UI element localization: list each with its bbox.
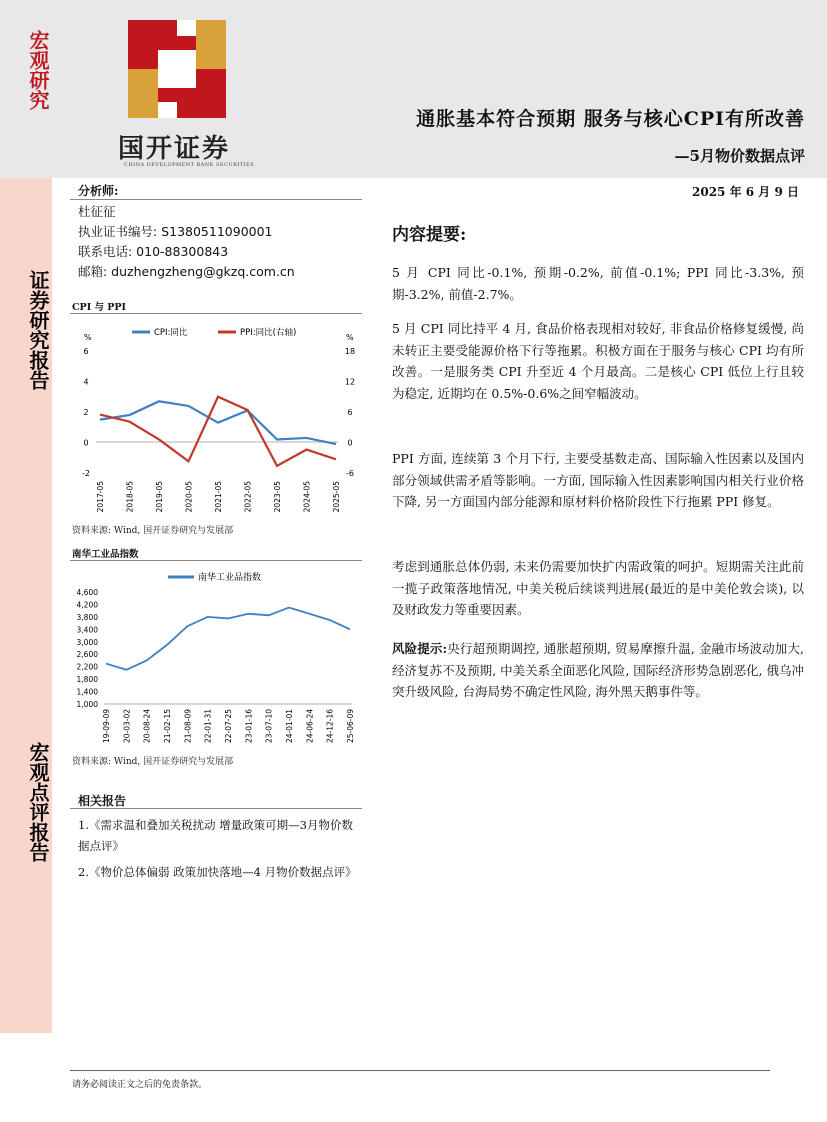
chart1-x-tick: 2025-05 [332, 481, 341, 513]
chart2-divider [70, 560, 362, 561]
analyst-email: 邮箱: duzhengzheng@gkzq.com.cn [78, 264, 295, 279]
chart2-x-tick: 24-12-16 [325, 709, 335, 744]
chart1-source: 资料来源: Wind, 国开证券研究与发展部 [72, 526, 234, 536]
left-band-middle [0, 178, 52, 723]
chart2-y-tick: 3,800 [76, 612, 98, 622]
chart1-x-tick: 2018-05 [125, 481, 135, 513]
chart2-y-tick: 3,000 [76, 637, 98, 647]
chart1-left-tick: 2 [83, 408, 89, 417]
chart2-x-tick: 23-01-16 [244, 709, 254, 744]
chart1-x-tick: 2022-05 [243, 481, 253, 513]
chart2-y-tick: 4,600 [76, 588, 98, 597]
chart1-right-tick: -6 [346, 469, 354, 478]
chart2-y-tick: 2,200 [76, 662, 98, 672]
chart2-y-tick: 4,200 [76, 600, 98, 610]
chart1-x-tick: 2019-05 [155, 481, 164, 513]
chart1-divider [70, 313, 362, 314]
chart2-y-tick: 1,800 [76, 675, 98, 685]
chart1-left-tick: 4 [83, 377, 89, 387]
chart2-source: 资料来源: Wind, 国开证券研究与发展部 [72, 757, 234, 767]
chart2-x-tick: 21-08-09 [183, 709, 193, 744]
chart2-x-tick: 24-06-24 [305, 709, 315, 744]
cpi-series-line [100, 401, 336, 444]
company-logo-name: 国开证券 [118, 134, 231, 164]
chart2-x-tick: 19-09-09 [102, 709, 111, 744]
report-title: 通胀基本符合预期 服务与核心CPI有所改善 [416, 108, 805, 130]
risk-warning-text: 央行超预期调控, 通胀超预期, 贸易摩擦升温, 金融市场波动加大, 经济复苏不及预期, 中美关系全面恶化风险, 国际经济形势急剧恶化, 俄乌冲突升级风险, 台海局势不确定性风险, 海外黑天鹅事件等。 [392, 641, 804, 699]
summary-title: 内容提要: [392, 225, 467, 245]
chart2-y-tick: 1,400 [76, 687, 98, 697]
chart2-x-tick: 22-01-31 [203, 709, 213, 744]
chart2-y-tick: 2,600 [76, 650, 98, 660]
chart1-right-tick: 18 [344, 347, 356, 356]
chart2-x-tick: 20-08-24 [142, 709, 152, 744]
related-report-1[interactable]: 1.《需求温和叠加关税扰动 增量政策可期—3月物价数据点评》 [78, 818, 353, 853]
chart1-right-tick: 12 [344, 377, 356, 387]
analyst-divider [70, 199, 362, 200]
company-logo-mark [128, 20, 226, 118]
chart1-x-tick: 2017-05 [96, 481, 105, 513]
chart1-left-unit: % [84, 333, 92, 342]
chart1-x-tick: 2023-05 [273, 481, 282, 513]
chart2-x-tick: 23-07-10 [264, 709, 274, 744]
chart1-x-tick: 2020-05 [184, 481, 194, 513]
nanhua-industrial-chart [70, 564, 362, 750]
summary-paragraph-3: PPI 方面, 连续第 3 个月下行, 主要受基数走高、国际输入性因素以及国内部分领域供需矛盾等影响。一方面, 国际输入性因素影响国内相关行业价格下降, 另一方面国内部分能源和原材料价格阶段性下行拖累 PPI 修复。 [392, 451, 804, 509]
chart2-x-tick: 20-03-02 [122, 709, 132, 744]
chart2-x-tick: 21-02-15 [163, 709, 172, 744]
related-report-2[interactable]: 2.《物价总体偏弱 政策加快落地—4 月物价数据点评》 [78, 865, 357, 879]
chart1-left-tick: -2 [82, 469, 90, 478]
band-label-macro-research: 宏观研究 [26, 30, 50, 110]
summary-paragraph-2: 5 月 CPI 同比持平 4 月, 食品价格表现相对较好, 非食品价格修复缓慢, 尚未转正主要受能源价格下行等拖累。积极方面在于服务与核心 CPI 均有所改善。一是服务类 CPI 升至近 4 个月最高。二是核心 CPI 低位上行且较为稳定, 近期均在 0.5%-0.6%之间窄幅波动。 [392, 321, 804, 401]
footer-divider [70, 1070, 770, 1071]
cpi-ppi-chart [70, 318, 362, 518]
analyst-cert: 执业证书编号: S1380511090001 [78, 224, 273, 239]
chart2-y-tick: 1,000 [76, 700, 98, 709]
analyst-phone: 联系电话: 010-88300843 [78, 244, 229, 259]
chart2-x-tick: 22-07-25 [224, 709, 233, 744]
footer-disclaimer: 请务必阅读正文之后的免责条款。 [72, 1080, 208, 1090]
related-reports-title: 相关报告 [78, 794, 127, 808]
analyst-label: 分析师: [78, 184, 119, 198]
chart1-left-tick: 0 [83, 438, 89, 448]
report-date: 2025 年 6 月 9 日 [692, 185, 799, 199]
chart1-right-unit: % [346, 333, 354, 342]
chart2-title: 南华工业品指数 [72, 549, 139, 560]
chart2-y-tick: 3,400 [76, 625, 98, 635]
legend-nanhua-label: 南华工业品指数 [198, 573, 262, 583]
risk-warning-label: 风险提示: [392, 641, 448, 656]
chart1-right-tick: 6 [347, 408, 353, 417]
band-label-macro-comment: 宏观点评报告 [26, 742, 50, 862]
nanhua-series-line [106, 608, 350, 670]
legend-ppi-label: PPI:同比(右轴) [240, 328, 297, 338]
chart1-left-tick: 6 [83, 347, 89, 356]
chart2-x-tick: 25-06-09 [346, 709, 355, 744]
chart1-x-tick: 2024-05 [302, 481, 312, 513]
chart1-right-tick: 0 [347, 438, 353, 448]
legend-cpi-label: CPI:同比 [154, 328, 188, 338]
chart2-x-tick: 24-01-01 [285, 709, 294, 744]
report-subtitle: —5月物价数据点评 [674, 147, 805, 165]
analyst-name: 杜征征 [78, 204, 116, 219]
summary-paragraph-4: 考虑到通胀总体仍弱, 未来仍需要加快扩内需政策的呵护。短期需关注此前一揽子政策落地情况, 中美关税后续谈判进展(最近的是中美伦敦会谈), 以及财政发力等重要因素。 [392, 559, 804, 617]
related-divider [70, 808, 362, 809]
band-label-securities-report: 证券研究报告 [26, 270, 50, 390]
risk-warning [392, 638, 804, 703]
summary-paragraph-1: 5 月 CPI 同比-0.1%, 预期-0.2%, 前值-0.1%; PPI 同比-3.3%, 预期-3.2%, 前值-2.7%。 [392, 265, 804, 302]
chart1-title: CPI 与 PPI [72, 302, 126, 313]
ppi-series-line [100, 397, 336, 466]
chart1-x-tick: 2021-05 [214, 481, 223, 513]
company-logo-subtitle: CHINA DEVELOPMENT BANK SECURITIES [124, 162, 255, 168]
